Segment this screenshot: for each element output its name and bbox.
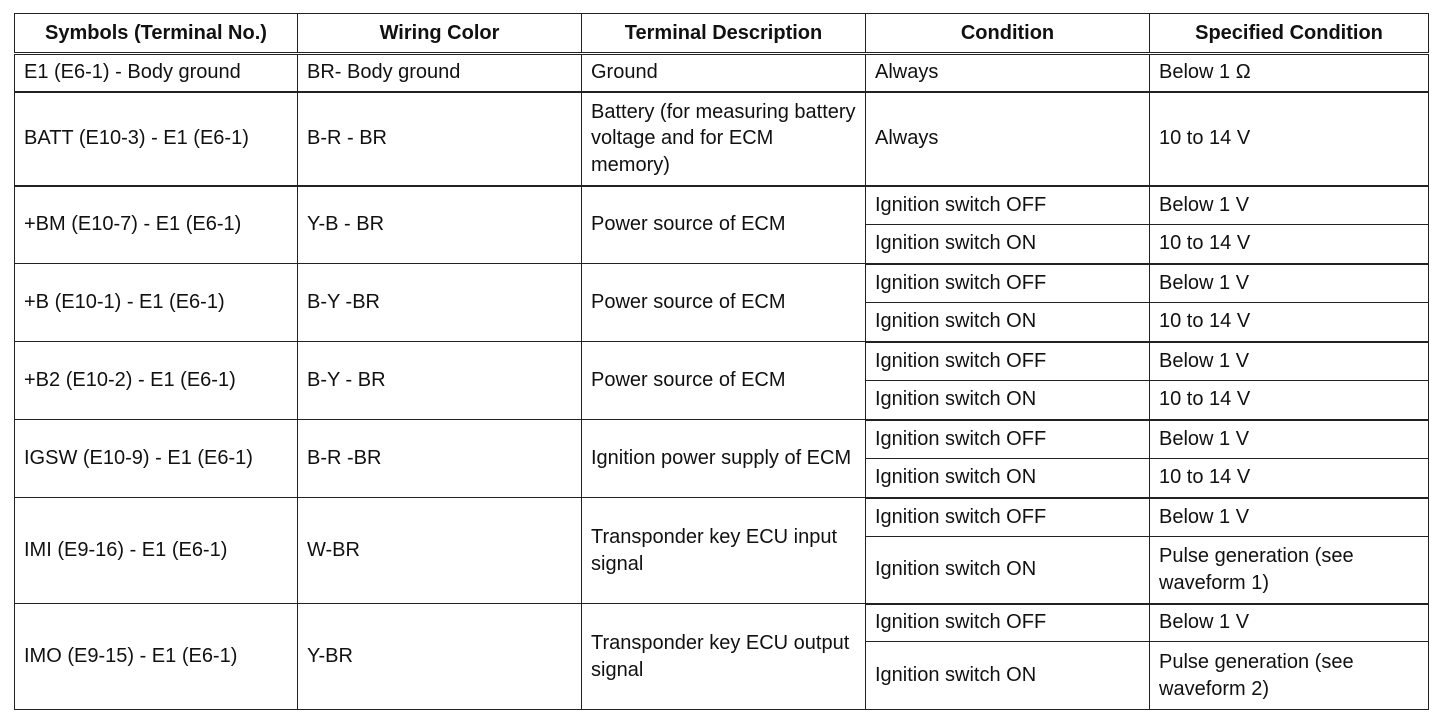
- specified-condition-cell: 10 to 14 V: [1150, 381, 1429, 420]
- condition-cell: Ignition switch OFF: [866, 604, 1150, 642]
- table-row: [15, 264, 1429, 303]
- specified-condition-cell: Below 1 V: [1150, 186, 1429, 225]
- wiring-color-cell: W-BR: [298, 498, 582, 604]
- specified-condition-cell: Below 1 V: [1150, 420, 1429, 459]
- specified-condition-cell: 10 to 14 V: [1150, 225, 1429, 264]
- header-row: [15, 14, 1429, 54]
- wiring-color-cell: B-R - BR: [298, 92, 582, 186]
- symbol-cell: E1 (E6-1) - Body ground: [15, 54, 298, 92]
- symbol-cell: IMO (E9-15) - E1 (E6-1): [15, 604, 298, 710]
- header-condition: Condition: [866, 14, 1150, 54]
- condition-cell: Ignition switch OFF: [866, 264, 1150, 303]
- description-cell: Power source of ECM: [582, 342, 866, 420]
- description-cell: Power source of ECM: [582, 186, 866, 264]
- table-row: [15, 54, 1429, 92]
- wiring-color-cell: B-R -BR: [298, 420, 582, 498]
- header-wiring-color: Wiring Color: [298, 14, 582, 54]
- table-row: [15, 420, 1429, 459]
- condition-cell: Always: [866, 54, 1150, 92]
- condition-cell: Ignition switch ON: [866, 459, 1150, 498]
- specified-condition-cell: Pulse generation (see waveform 2): [1150, 642, 1429, 710]
- condition-cell: Ignition switch OFF: [866, 342, 1150, 381]
- specified-condition-cell: Pulse generation (see waveform 1): [1150, 537, 1429, 604]
- condition-cell: Always: [866, 92, 1150, 186]
- description-cell: Battery (for measuring battery voltage and for ECM memory): [582, 92, 866, 186]
- specified-condition-cell: Below 1 V: [1150, 498, 1429, 537]
- condition-cell: Ignition switch OFF: [866, 498, 1150, 537]
- specified-condition-cell: Below 1 V: [1150, 264, 1429, 303]
- wiring-color-cell: Y-BR: [298, 604, 582, 710]
- terminal-spec-table: [14, 13, 1429, 710]
- wiring-color-cell: B-Y -BR: [298, 264, 582, 342]
- header-symbols: Symbols (Terminal No.): [15, 14, 298, 54]
- condition-cell: Ignition switch ON: [866, 642, 1150, 710]
- symbol-cell: +BM (E10-7) - E1 (E6-1): [15, 186, 298, 264]
- specified-condition-cell: 10 to 14 V: [1150, 92, 1429, 186]
- description-cell: Transponder key ECU input signal: [582, 498, 866, 604]
- description-cell: Ground: [582, 54, 866, 92]
- specified-condition-cell: 10 to 14 V: [1150, 459, 1429, 498]
- condition-cell: Ignition switch ON: [866, 537, 1150, 604]
- symbol-cell: IGSW (E10-9) - E1 (E6-1): [15, 420, 298, 498]
- condition-cell: Ignition switch ON: [866, 303, 1150, 342]
- specified-condition-cell: Below 1 V: [1150, 342, 1429, 381]
- table-row: [15, 342, 1429, 381]
- specified-condition-cell: Below 1 Ω: [1150, 54, 1429, 92]
- wiring-color-cell: B-Y - BR: [298, 342, 582, 420]
- symbol-cell: BATT (E10-3) - E1 (E6-1): [15, 92, 298, 186]
- symbol-cell: +B (E10-1) - E1 (E6-1): [15, 264, 298, 342]
- header-specified-condition: Specified Condition: [1150, 14, 1429, 54]
- description-cell: Transponder key ECU output signal: [582, 604, 866, 710]
- condition-cell: Ignition switch OFF: [866, 420, 1150, 459]
- condition-cell: Ignition switch OFF: [866, 186, 1150, 225]
- description-cell: Ignition power supply of ECM: [582, 420, 866, 498]
- table-row: [15, 604, 1429, 642]
- specified-condition-cell: 10 to 14 V: [1150, 303, 1429, 342]
- header-terminal-description: Terminal Description: [582, 14, 866, 54]
- table-row: [15, 498, 1429, 537]
- description-cell: Power source of ECM: [582, 264, 866, 342]
- symbol-cell: +B2 (E10-2) - E1 (E6-1): [15, 342, 298, 420]
- specified-condition-cell: Below 1 V: [1150, 604, 1429, 642]
- table-row: [15, 186, 1429, 225]
- symbol-cell: IMI (E9-16) - E1 (E6-1): [15, 498, 298, 604]
- wiring-color-cell: BR- Body ground: [298, 54, 582, 92]
- wiring-color-cell: Y-B - BR: [298, 186, 582, 264]
- table-row: [15, 92, 1429, 186]
- condition-cell: Ignition switch ON: [866, 225, 1150, 264]
- condition-cell: Ignition switch ON: [866, 381, 1150, 420]
